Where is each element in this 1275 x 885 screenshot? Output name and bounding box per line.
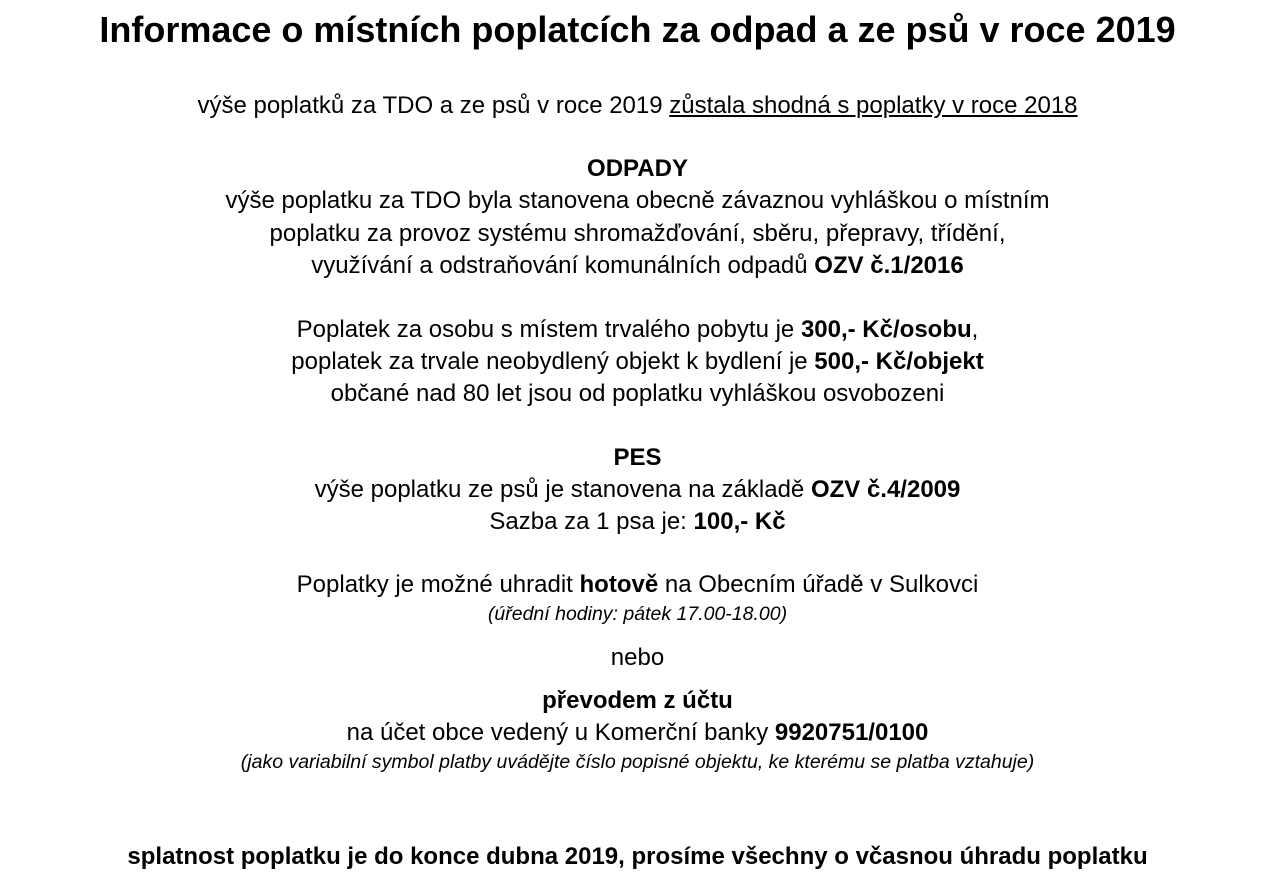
odpady-heading: ODPADY bbox=[587, 155, 688, 182]
payment-cash: Poplatky je možné uhradit hotově na Obecním úřadě v Sulkovci bbox=[296, 571, 979, 598]
pes-rate-amount: 100,- Kč bbox=[693, 508, 786, 535]
payment-transfer-heading: převodem z účtu bbox=[542, 687, 733, 714]
odpady-line-2: poplatku za provoz systému shromažďování, sběru, přepravy, třídění, bbox=[269, 220, 1006, 247]
variable-symbol-note: (jako variabilní symbol platby uvádějte číslo popisné objektu, ke kterému se platba vztahuje) bbox=[240, 751, 1035, 773]
payment-cash-bold: hotově bbox=[579, 571, 659, 598]
ozv-pes-reference: OZV č.4/2009 bbox=[810, 476, 961, 503]
fee-per-person-amount: 300,- Kč/osobu bbox=[800, 316, 972, 343]
pes-heading: PES bbox=[613, 444, 662, 471]
page-title: Informace o místních poplatcích za odpad a ze psů v roce 2019 bbox=[99, 9, 1176, 50]
payment-or: nebo bbox=[610, 644, 665, 671]
pes-line-1: výše poplatku ze psů je stanovena na základě OZV č.4/2009 bbox=[314, 476, 961, 503]
fee-exemption: občané nad 80 let jsou od poplatku vyhláškou osvobozeni bbox=[330, 380, 945, 407]
fee-per-person: Poplatek za osobu s místem trvalého pobytu je 300,- Kč/osobu, bbox=[296, 316, 979, 343]
bank-account-number: 9920751/0100 bbox=[774, 719, 929, 746]
intro-paragraph bbox=[0, 94, 1275, 118]
office-hours: (úřední hodiny: pátek 17.00-18.00) bbox=[487, 603, 788, 625]
intro-underlined-text: zůstala shodná s poplatky v roce 2018 bbox=[669, 92, 1078, 119]
intro-text: výše poplatků za TDO a ze psů v roce 2019 bbox=[197, 92, 670, 119]
odpady-line-1: výše poplatku za TDO byla stanovena obecně závaznou vyhláškou o místním bbox=[225, 187, 1050, 214]
pes-rate: Sazba za 1 psa je: 100,- Kč bbox=[489, 508, 786, 535]
payment-deadline: splatnost poplatku je do konce dubna 2019, prosíme všechny o včasnou úhradu poplatku bbox=[127, 843, 1148, 870]
ozv-odpady-reference: OZV č.1/2016 bbox=[814, 252, 964, 279]
odpady-line-3: využívání a odstraňování komunálních odpadů OZV č.1/2016 bbox=[311, 252, 964, 279]
fee-per-object-amount: 500,- Kč/objekt bbox=[814, 348, 984, 375]
payment-account: na účet obce vedený u Komerční banky 9920751/0100 bbox=[346, 719, 929, 746]
fee-per-object: poplatek za trvale neobydlený objekt k bydlení je 500,- Kč/objekt bbox=[291, 348, 984, 375]
